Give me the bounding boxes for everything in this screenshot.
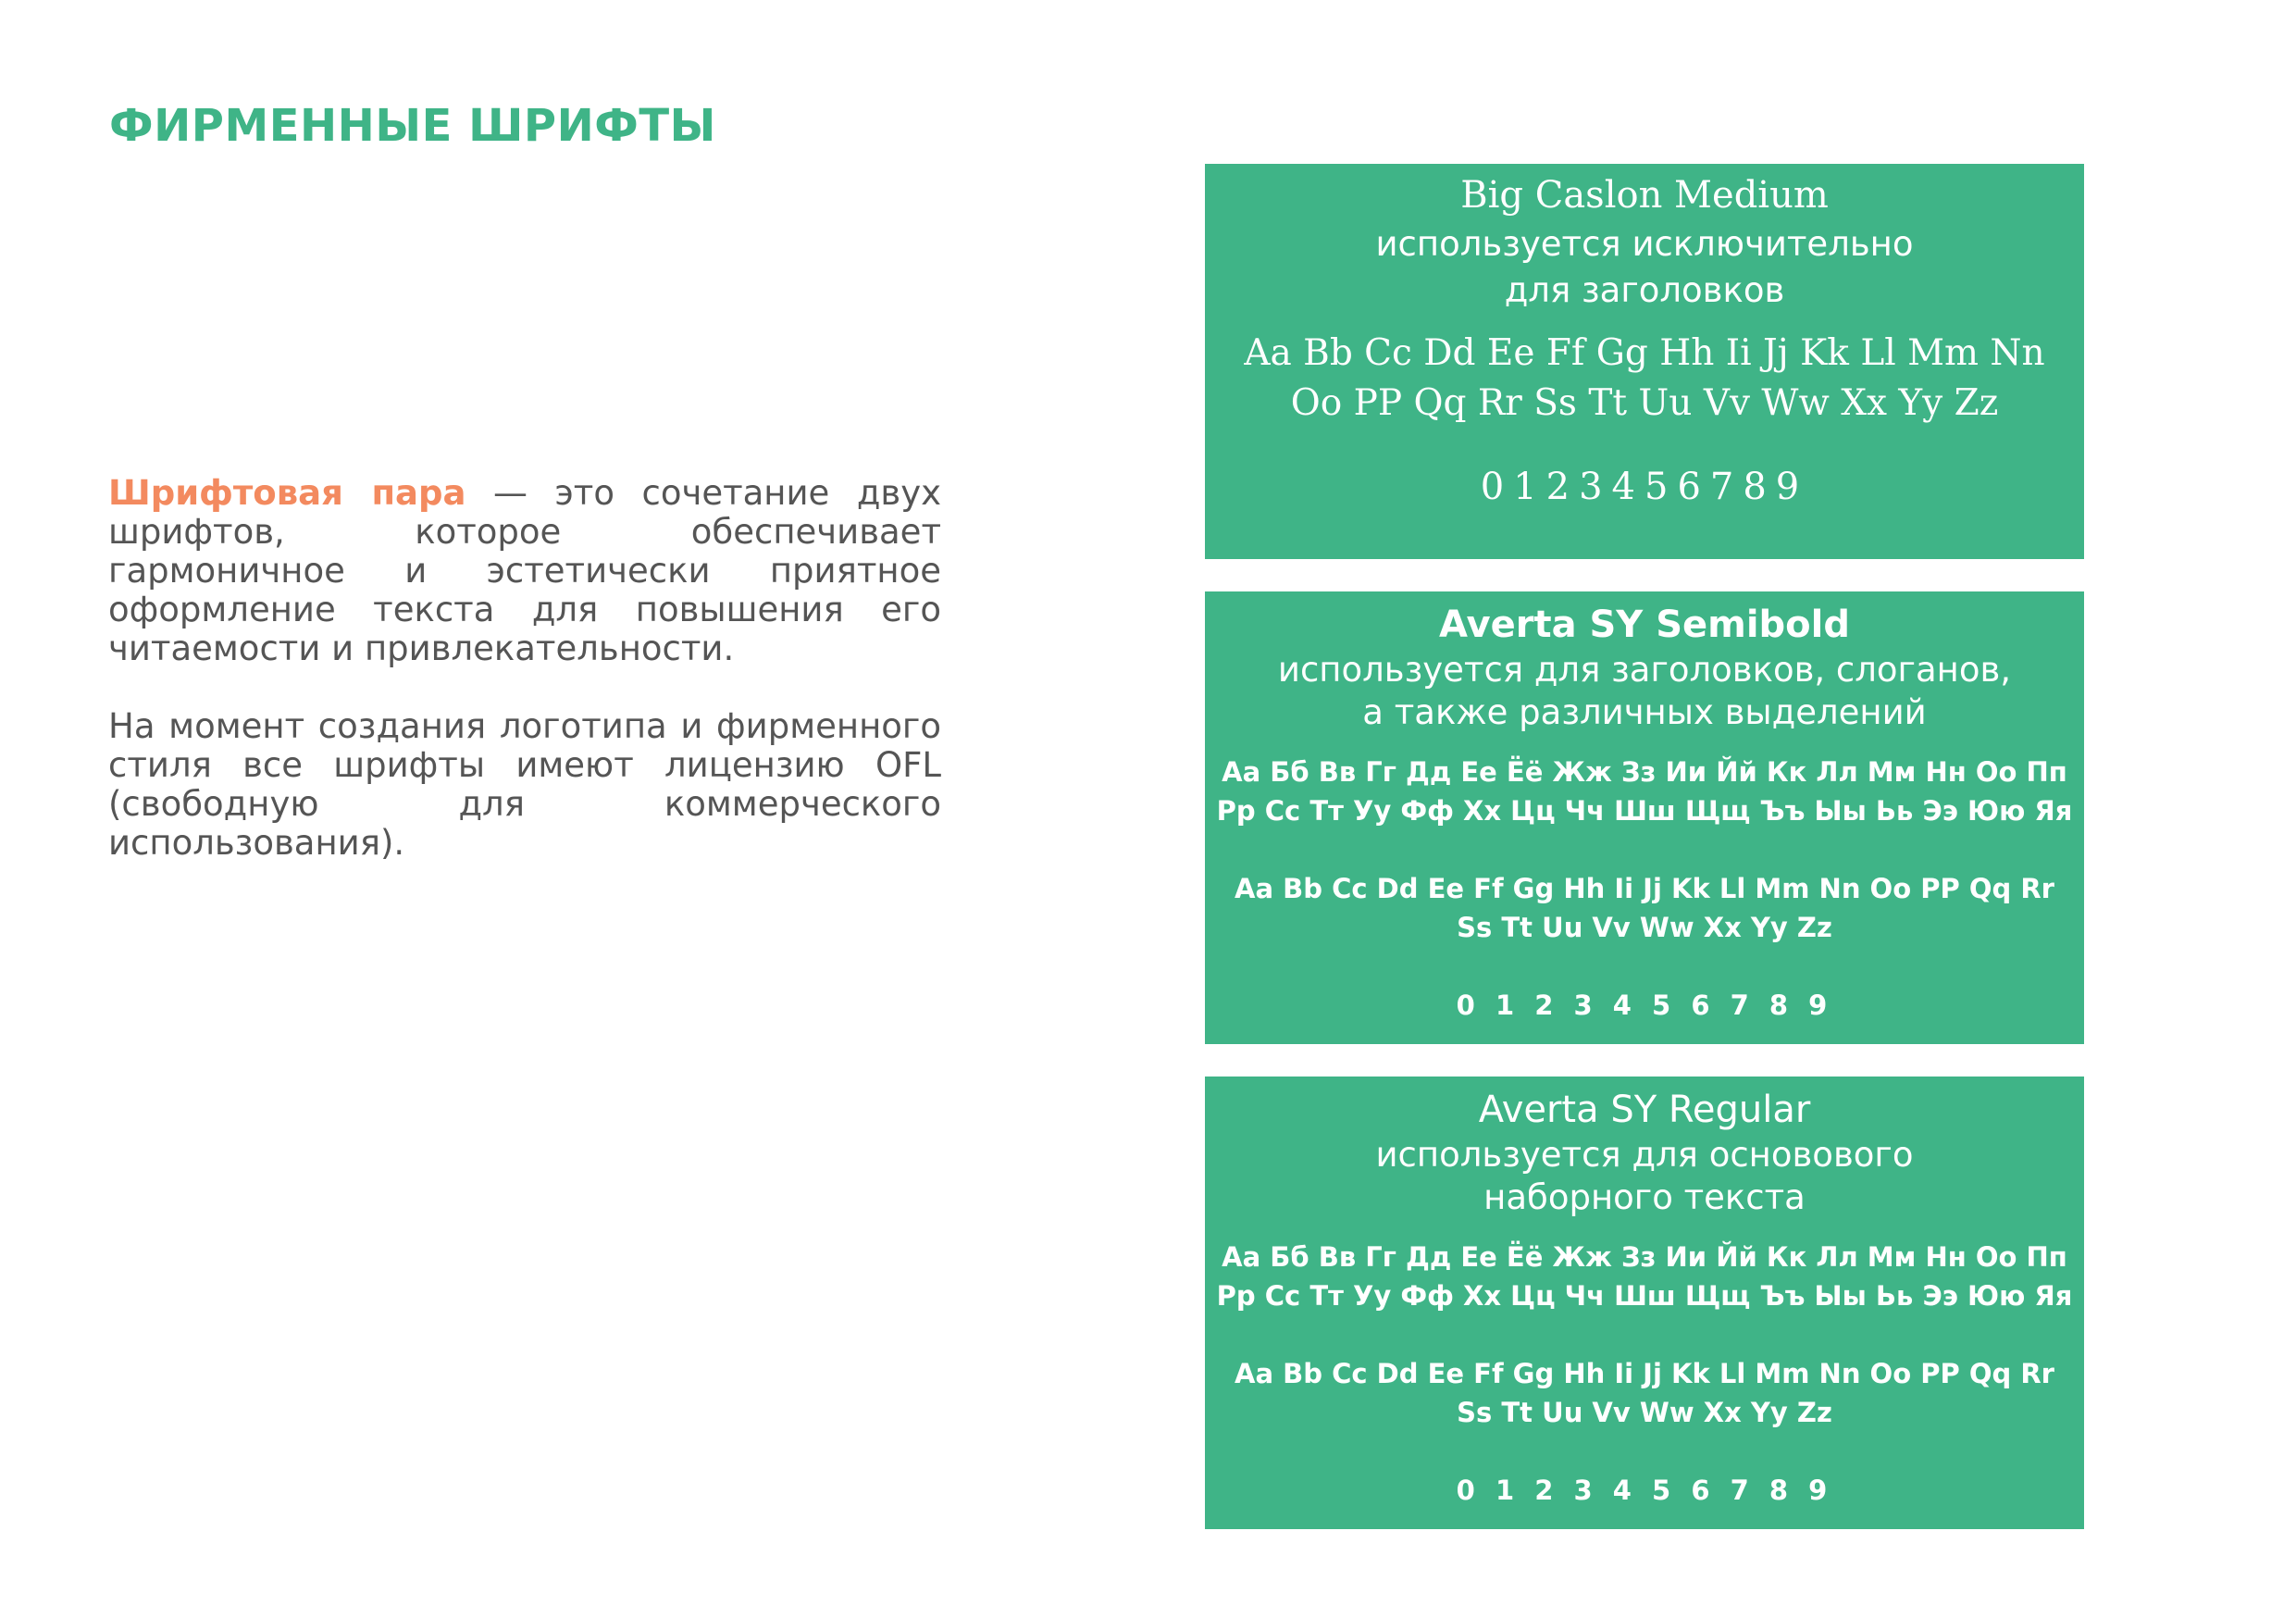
cyrillic-specimen-line-2: Рр Сс Тт Уу Фф Хх Цц Чч Шш Щщ Ъъ Ыы Ьь Ээ Юю Яя <box>1216 1280 2073 1312</box>
digits-specimen: 0123456789 <box>1480 466 1809 508</box>
intro-paragraph-license: На момент создания логотипа и фирменного стиля все шрифты имеют лицензию OFL (свободную для коммерческого использования). <box>108 706 941 863</box>
latin-specimen-line-1: Aa Bb Cc Dd Ee Ff Gg Hh Ii Jj Kk Ll Mm Nn Oo PP Qq Rr <box>1235 873 2054 904</box>
font-card-averta-semibold <box>1205 591 2084 1044</box>
latin-specimen-line-2: Ss Tt Uu Vv Ww Xx Yy Zz <box>1457 912 1832 943</box>
font-name: Averta SY Semibold <box>1439 604 1850 646</box>
font-description-line-2: а также различных выделений <box>1362 692 1927 732</box>
cyrillic-specimen-line-1: Аа Бб Вв Гг Дд Ее Ёё Жж Зз Ии Йй Кк Лл Мм Нн Оо Пп <box>1222 756 2067 788</box>
font-description-line-1: используется исключительно <box>1375 224 1914 264</box>
cyrillic-specimen-line-2: Рр Сс Тт Уу Фф Хх Цц Чч Шш Щщ Ъъ Ыы Ьь Ээ Юю Яя <box>1216 795 2073 827</box>
font-description-line-2: для заголовков <box>1504 270 1785 310</box>
intro-text <box>108 474 941 863</box>
font-card-big-caslon <box>1205 164 2084 559</box>
latin-specimen-line-2: Oo PP Qq Rr Ss Tt Uu Vv Ww Xx Yy Zz <box>1290 382 1999 424</box>
cyrillic-specimen-line-1: Аа Бб Вв Гг Дд Ее Ёё Жж Зз Ии Йй Кк Лл Мм Нн Оо Пп <box>1222 1241 2067 1273</box>
font-pair-accent: Шрифтовая пара <box>108 473 466 513</box>
font-card-averta-regular <box>1205 1077 2084 1529</box>
page-title: ФИРМЕННЫЕ ШРИФТЫ <box>109 100 716 152</box>
font-description-line-2: наборного текста <box>1483 1177 1806 1217</box>
latin-specimen-line-1: Aa Bb Cc Dd Ee Ff Gg Hh Ii Jj Kk Ll Mm Nn <box>1244 332 2045 374</box>
font-name: Big Caslon Medium <box>1460 174 1829 217</box>
digits-specimen: 0 1 2 3 4 5 6 7 8 9 <box>1456 1475 1833 1506</box>
font-description-line-1: используется для основового <box>1375 1135 1914 1175</box>
font-description-line-1: используется для заголовков, слоганов, <box>1277 650 2012 690</box>
font-name: Averta SY Regular <box>1478 1089 1811 1131</box>
latin-specimen-line-2: Ss Tt Uu Vv Ww Xx Yy Zz <box>1457 1397 1832 1428</box>
digits-specimen: 0 1 2 3 4 5 6 7 8 9 <box>1456 989 1833 1021</box>
latin-specimen-line-1: Aa Bb Cc Dd Ee Ff Gg Hh Ii Jj Kk Ll Mm Nn Oo PP Qq Rr <box>1235 1358 2054 1389</box>
intro-paragraph-font-pair <box>108 474 941 668</box>
intro-paragraph-1-text: — это сочетание двух шрифтов, которое обеспечивает гармоничное и эстетически приятное оформление текста для повышения его читаемости и привлекательности. <box>108 473 941 668</box>
